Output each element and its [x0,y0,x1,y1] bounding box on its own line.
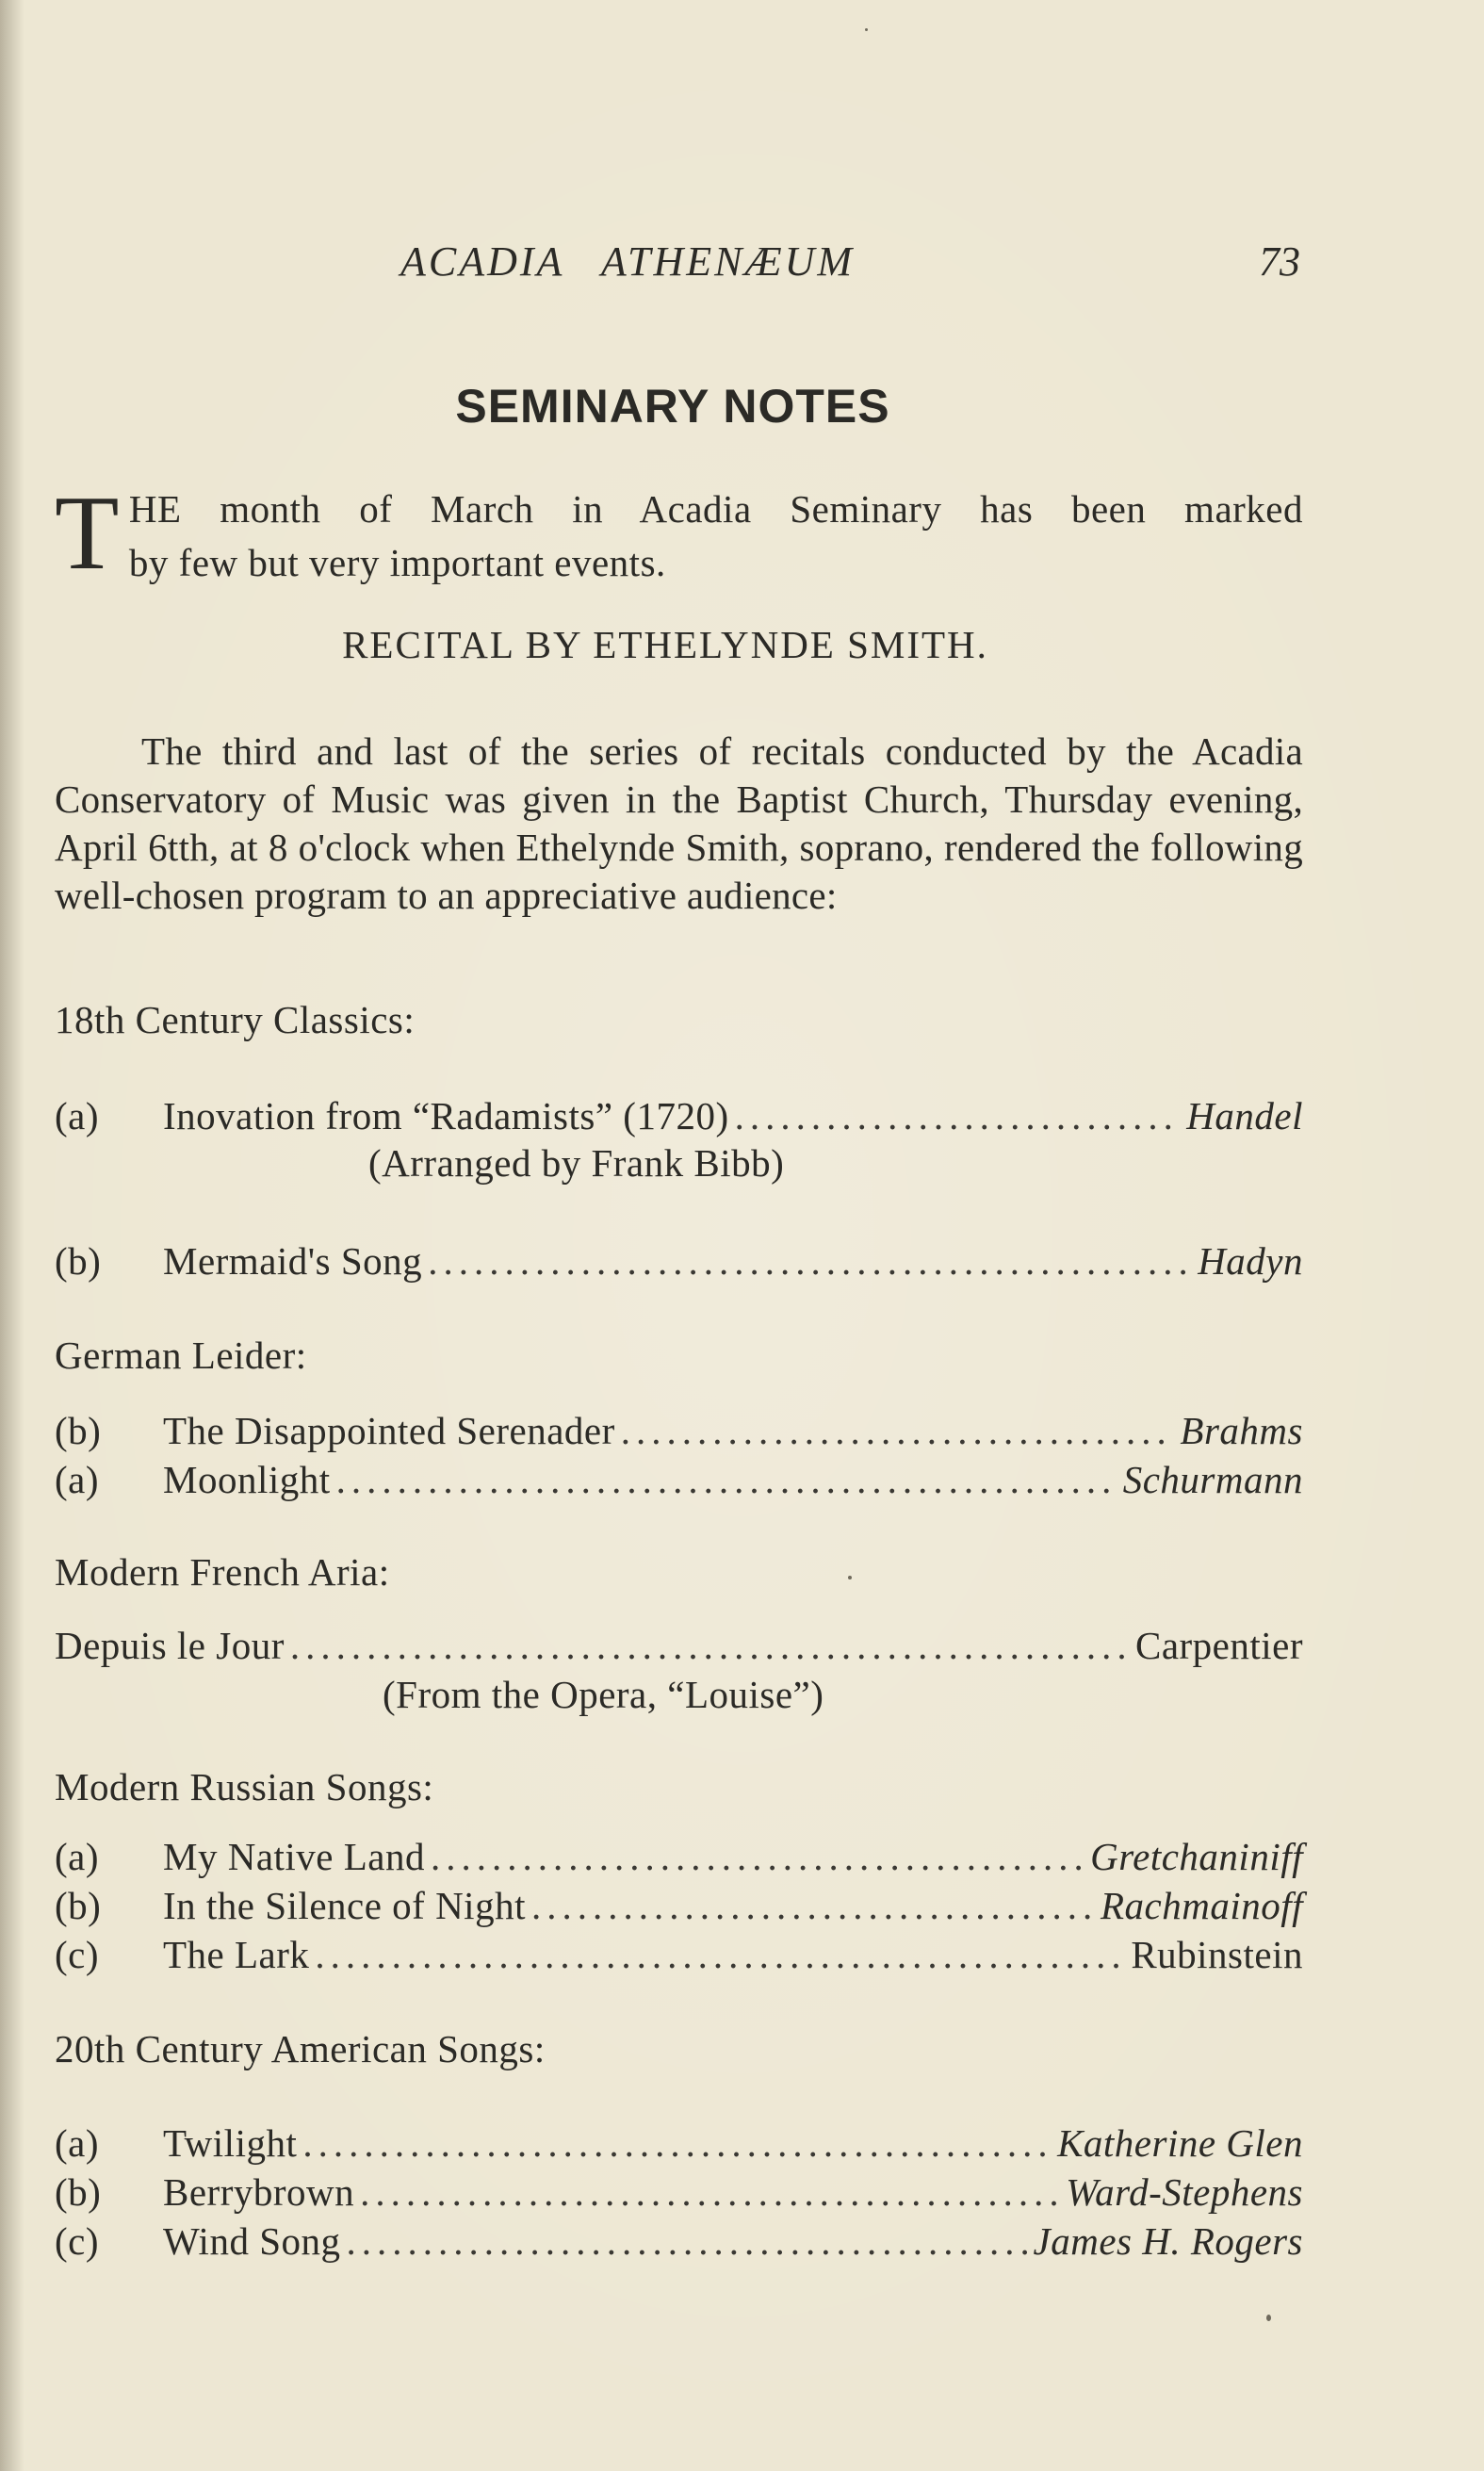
entry-note: (From the Opera, “Louise”) [383,1673,824,1716]
program-entry [55,1408,1303,1457]
program-entry [55,2120,1303,2169]
entry-composer: Brahms [1180,1409,1303,1452]
entry-composer: Rachmainoff [1100,1884,1303,1927]
intro-line-1: HE month of March in Acadia Seminary has been marked [128,487,1303,531]
running-header [0,237,1484,294]
entry-letter: (b) [55,2170,102,2214]
program-entry [55,2169,1303,2218]
entry-title: Moonlight [163,1458,331,1501]
program-entry [55,1093,1303,1142]
dot-leader [336,1457,1117,1502]
entry-composer: Schurmann [1122,1458,1303,1501]
dot-leader [290,1623,1130,1668]
entry-title: Mermaid's Song [163,1239,423,1283]
entry-composer: Hadyn [1198,1239,1303,1283]
paper-speck [1266,2315,1271,2321]
program-entry [55,1834,1303,1883]
program-group-title: 20th Century American Songs: [55,2027,546,2070]
program-group-title: German Leider: [55,1334,307,1377]
entry-letter: (c) [55,2219,100,2263]
program-entry [55,1623,1303,1672]
dot-leader [360,2169,1060,2215]
entry-title: Twilight [163,2121,298,2165]
program-group-title: Modern French Aria: [55,1550,390,1594]
dot-leader [315,1932,1125,1977]
dot-leader [531,1883,1095,1928]
dot-leader [431,1834,1084,1879]
entry-title: The Lark [163,1933,310,1976]
program-entry [55,2218,1303,2267]
running-title: ACADIA ATHENÆUM [400,238,856,285]
recital-subheading: RECITAL BY ETHELYNDE SMITH. [342,623,988,666]
dot-leader [428,1238,1192,1284]
entry-title: In the Silence of Night [163,1884,526,1927]
entry-letter: (a) [55,1835,100,1878]
program-entry [55,1238,1303,1287]
program-entry [55,1883,1303,1932]
entry-letter: (a) [55,2121,100,2165]
entry-composer: Gretchaniniff [1090,1835,1303,1878]
entry-letter: (a) [55,1458,100,1501]
entry-letter: (c) [55,1933,100,1976]
entry-letter: (b) [55,1409,102,1452]
entry-title: The Disappointed Serenader [163,1409,615,1452]
program-entry [55,1932,1303,1981]
entry-title: Inovation from “Radamists” (1720) [163,1094,729,1137]
page-number: 73 [1259,238,1300,285]
entry-title: Depuis le Jour [55,1624,285,1667]
entry-title: Berrybrown [163,2170,355,2214]
entry-letter: (a) [55,1094,100,1137]
dot-leader [621,1408,1175,1453]
dot-leader [347,2218,1028,2264]
entry-composer: Handel [1186,1094,1303,1137]
entry-composer: Rubinstein [1131,1933,1303,1976]
dot-leader [735,1093,1182,1138]
recital-paragraph: The third and last of the series of recitals conducted by the Acadia Conservatory of Music was given in the Baptist Church, Thursday evening, April 6tth, at 8 o'clock when Ethelynde Smith, soprano, rendered the following well-chosen program to an appreciative audience: [55,729,1303,917]
entry-composer: Ward-Stephens [1066,2170,1303,2214]
entry-composer: James H. Rogers [1033,2219,1303,2263]
entry-letter: (b) [55,1884,102,1927]
intro-paragraph [55,475,1303,592]
entry-composer: Carpentier [1134,1624,1303,1667]
entry-composer: Katherine Glen [1057,2121,1303,2165]
entry-title: My Native Land [163,1835,425,1878]
page-gutter-shadow [0,0,24,2471]
dot-leader [302,2120,1052,2166]
program-group-title: Modern Russian Songs: [55,1765,434,1808]
paper-speck [865,28,868,31]
paper-speck [848,1576,852,1579]
program-entry [55,1457,1303,1506]
program-group-title: 18th Century Classics: [55,998,416,1041]
drop-cap: T [55,475,120,592]
entry-title: Wind Song [163,2219,341,2263]
section-heading: SEMINARY NOTES [455,380,890,433]
entry-note: (Arranged by Frank Bibb) [368,1141,785,1185]
entry-letter: (b) [55,1239,102,1283]
intro-line-2: by few but very important events. [128,541,666,584]
